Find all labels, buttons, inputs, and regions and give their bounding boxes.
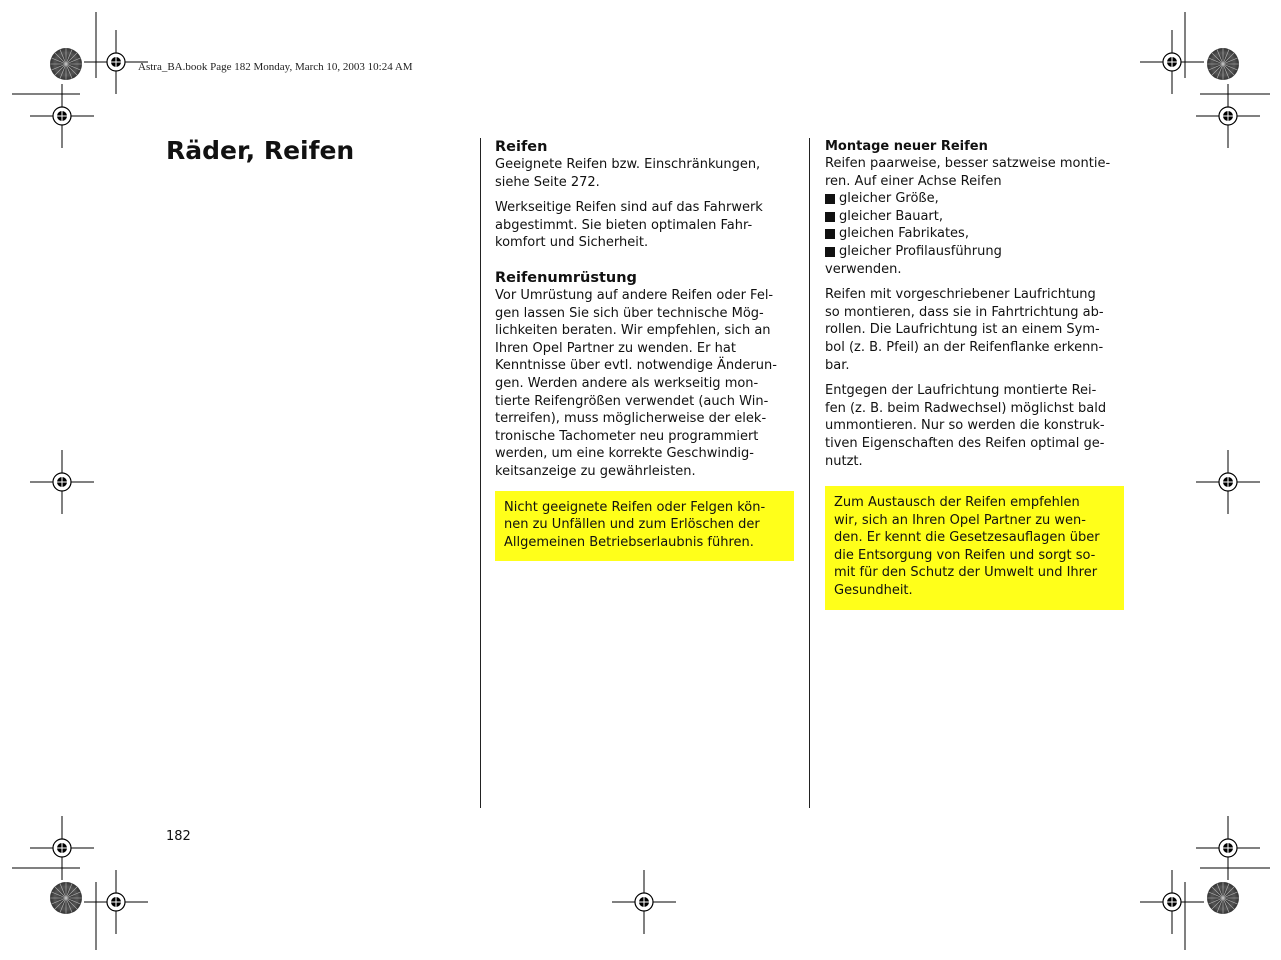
column-middle [495,138,795,561]
montage-end: verwenden. [825,261,902,277]
text-line: terreifen), muss möglicherweise der elek- [495,411,767,427]
environment-note-box [825,486,1124,610]
text-line: fen (z. B. beim Radwechsel) möglichst bald [825,400,1107,416]
text-line: Vor Umrüstung auf andere Reifen oder Fel- [495,287,774,303]
text-line: werden, um eine korrekte Geschwindig- [495,446,754,462]
text-line: Ihren Opel Partner zu wenden. Er hat [495,340,736,356]
column-divider-left [480,138,481,808]
warning-note-box [495,491,794,562]
heading-reifen: Reifen [495,139,548,155]
text-line: gen. Werden andere als werkseitig mon- [495,375,759,391]
text-line: Gesundheit. [834,583,913,599]
page-reference: siehe Seite 272. [495,174,600,190]
umruestung-paragraph [495,287,795,481]
list-item: gleichen Fabrikates, [825,225,1125,243]
text-line: keitsanzeige zu gewährleisten. [495,463,696,479]
text-line: Nicht geeignete Reifen oder Felgen kön- [504,499,766,515]
text-line: ren. Auf einer Achse Reifen [825,173,1002,189]
text-line: bar. [825,357,850,373]
bullet-square-icon [825,212,835,222]
text-line: wir, sich an Ihren Opel Partner zu wen- [834,512,1086,528]
text-line: Entgegen der Laufrichtung montierte Rei- [825,383,1097,399]
text-line: rollen. Die Laufrichtung ist an einem Sym- [825,322,1100,338]
text-line: tiven Eigenschaften des Reifen optimal ge- [825,435,1105,451]
heading-montage-neuer-reifen: Montage neuer Reifen [825,139,988,154]
text-line: Werkseitige Reifen sind auf das Fahrwerk [495,200,763,216]
list-item: gleicher Bauart, [825,208,1125,226]
text-line: komfort und Sicherheit. [495,235,649,251]
text-line: gen lassen Sie sich über technische Mög- [495,305,764,321]
laufrichtung-paragraph [825,286,1125,374]
text-line: tierte Reifengrößen verwendet (auch Win- [495,393,769,409]
chapter-title: Räder, Reifen [166,136,355,165]
column-divider-right [809,138,810,808]
page-number: 182 [166,829,191,844]
text-line: Geeignete Reifen bzw. Einschränkungen, [495,157,761,172]
text-line: Zum Austausch der Reifen empfehlen [834,495,1080,511]
text-line: die Entsorgung von Reifen und sorgt so- [834,547,1096,563]
text-line: so montieren, dass sie in Fahrtrichtung ab- [825,304,1104,320]
werkseitige-paragraph [495,199,795,252]
text-line: abgestimmt. Sie bieten optimalen Fahr- [495,217,753,233]
text-line: mit für den Schutz der Umwelt und Ihrer [834,565,1098,581]
bullet-square-icon [825,247,835,257]
text-line: Reifen paarweise, besser satzweise montie- [825,156,1111,171]
text-line: den. Er kennt die Gesetzesauflagen über [834,530,1100,546]
heading-reifenumruestung: Reifenumrüstung [495,269,637,286]
text-line: tronische Tachometer neu programmiert [495,428,759,444]
column-right [825,138,1125,610]
reifen-paragraph [495,156,795,191]
text-line: nutzt. [825,453,863,469]
bullet-list [825,190,1125,260]
text-line: nen zu Unfällen und zum Erlöschen der [504,517,760,533]
text-line: Kenntnisse über evtl. notwendige Änderun- [495,358,777,374]
print-header: Astra_BA.book Page 182 Monday, March 10, 2003 10:24 AM [138,61,413,73]
text-line: Allgemeinen Betriebserlaubnis führen. [504,534,754,550]
text-line: bol (z. B. Pfeil) an der Reifenflanke erkenn- [825,339,1104,355]
text-line: lichkeiten beraten. Wir empfehlen, sich an [495,323,771,339]
list-item: gleicher Profilausführung [825,243,1125,261]
bullet-square-icon [825,194,835,204]
text-line: ummontieren. Nur so werden die konstruk- [825,418,1105,434]
bullet-square-icon [825,229,835,239]
montage-paragraph [825,155,1125,190]
entgegen-paragraph [825,382,1125,470]
list-item: gleicher Größe, [825,190,1125,208]
text-line: Reifen mit vorgeschriebener Laufrichtung [825,287,1096,303]
